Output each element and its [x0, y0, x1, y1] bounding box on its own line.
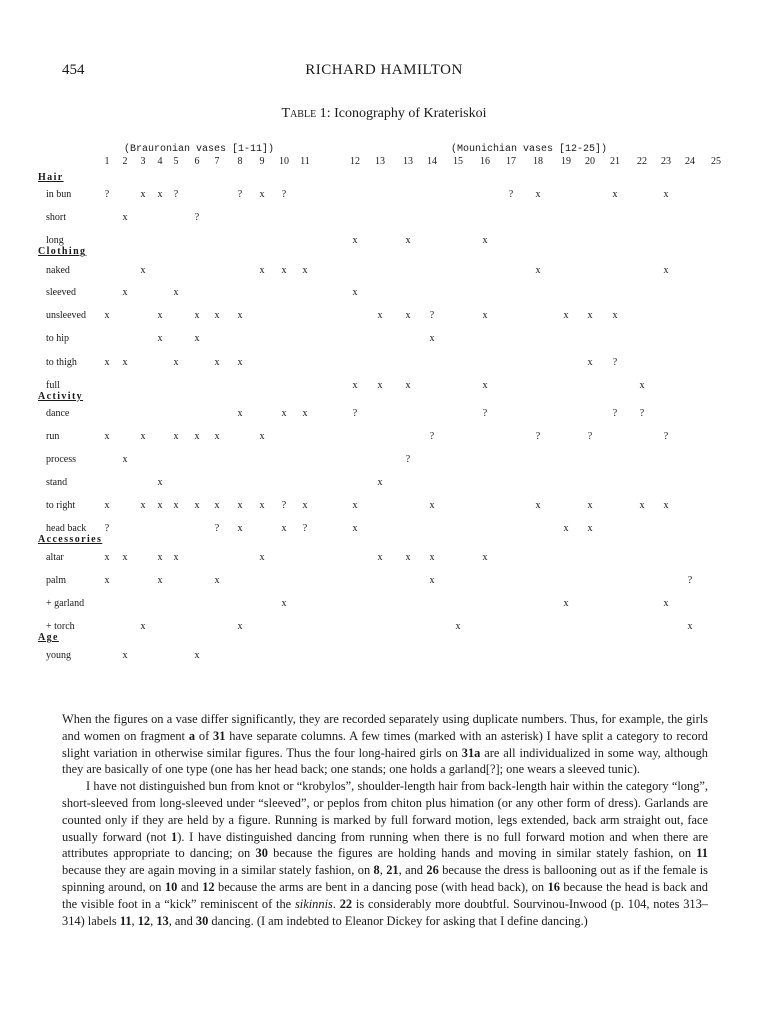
table-mark: ? [405, 454, 411, 465]
table-mark: x [122, 287, 128, 298]
text-run: 26 [426, 863, 439, 878]
table-mark: x [214, 310, 220, 321]
table-mark: x [429, 552, 435, 563]
column-number: 11 [300, 156, 310, 167]
table-mark: x [259, 500, 265, 511]
row-label: palm [46, 575, 66, 586]
table-mark: x [563, 310, 569, 321]
table-mark: x [587, 357, 593, 368]
category-label: Hair [38, 172, 64, 183]
text-run: because the dress is ballooning out as if the female is spinning around, on [62, 863, 709, 894]
table-mark: x [281, 523, 287, 534]
table-mark: x [639, 380, 645, 391]
table-mark: x [173, 357, 179, 368]
table-mark: x [687, 621, 693, 632]
column-number: 9 [259, 156, 265, 167]
text-run: have separate columns. A few times (marked with an asterisk) I have split a category to record slight variation in otherwise similar figures. Thus the four long-haired girls on [62, 728, 708, 760]
table-title-prefix: Table 1 [281, 106, 327, 121]
table-mark: x [194, 310, 200, 321]
column-number: 18 [533, 156, 543, 167]
column-number: 7 [214, 156, 220, 167]
text-run: a [188, 728, 196, 743]
table-mark: x [173, 287, 179, 298]
table-mark: x [237, 621, 243, 632]
category-label: Clothing [38, 246, 87, 257]
table-mark: x [663, 500, 669, 511]
row-label: young [46, 650, 71, 661]
table-mark: ? [429, 310, 435, 321]
column-number: 15 [453, 156, 463, 167]
table-mark: x [352, 235, 358, 246]
notes-paragraph-1 [62, 711, 708, 778]
text-run: 13 [156, 913, 169, 928]
table-mark: x [587, 500, 593, 511]
text-run: are all individualized in some way, although they are basically of one type (one has her head back; one stands; one holds a garland[?]; one wears a sleeved tunic). [62, 745, 708, 777]
text-run: of [195, 728, 214, 743]
table-mark: x [104, 357, 110, 368]
table-mark: x [612, 310, 618, 321]
table-mark: x [663, 598, 669, 609]
text-run: 16 [547, 879, 560, 894]
table-mark: x [377, 552, 383, 563]
table-mark: x [259, 265, 265, 276]
table-mark: x [140, 265, 146, 276]
text-run: . [332, 896, 340, 911]
column-number: 25 [711, 156, 721, 167]
table-mark: ? [281, 189, 287, 200]
table-mark: ? [281, 500, 287, 511]
table-mark: x [104, 431, 110, 442]
table-mark: ? [587, 431, 593, 442]
table-mark: x [405, 380, 411, 391]
table-mark: ? [429, 431, 435, 442]
table-mark: x [352, 287, 358, 298]
text-run: dancing. (I am indebted to Eleanor Dickey for asking that I define dancing.) [208, 913, 588, 928]
table-mark: x [194, 431, 200, 442]
table-mark: x [104, 310, 110, 321]
text-run: because the arms are bent in a dancing pose (with head back), on [214, 879, 548, 894]
column-number: 23 [661, 156, 671, 167]
table-mark: x [535, 500, 541, 511]
table-mark: x [535, 265, 541, 276]
table-mark: ? [663, 431, 669, 442]
table-mark: x [302, 408, 308, 419]
text-run: is considerably more doubtful. Sourvinou-Inwood (p. 104, notes 313–314) labels [62, 896, 708, 928]
column-number: 13 [403, 156, 413, 167]
table-mark: x [214, 357, 220, 368]
table-mark: ? [535, 431, 541, 442]
category-label: Age [38, 632, 59, 643]
table-mark: x [157, 310, 163, 321]
text-run: because they are again moving in a similar stately fashion, on [62, 863, 374, 878]
text-run: , and [168, 913, 196, 928]
table-mark: ? [214, 523, 220, 534]
text-run: 11 [119, 913, 132, 928]
table-mark: x [157, 333, 163, 344]
table-mark: x [237, 523, 243, 534]
text-run: 30 [255, 846, 268, 861]
table-mark: x [173, 552, 179, 563]
table-mark: x [237, 408, 243, 419]
column-number: 14 [427, 156, 437, 167]
column-number: 1 [104, 156, 110, 167]
table-mark: x [429, 333, 435, 344]
column-number: 21 [610, 156, 620, 167]
text-run: 11 [696, 846, 708, 861]
row-label: unsleeved [46, 310, 86, 321]
table-mark: ? [173, 189, 179, 200]
row-label: sleeved [46, 287, 76, 298]
table-title [0, 106, 768, 122]
table-mark: x [104, 500, 110, 511]
column-number: 2 [122, 156, 128, 167]
table-mark: x [237, 357, 243, 368]
column-number: 12 [350, 156, 360, 167]
table-mark: x [302, 265, 308, 276]
group-label: (Mounichian vases [12-25]) [451, 144, 608, 155]
table-mark: x [377, 380, 383, 391]
row-label: dance [46, 408, 70, 419]
table-mark: ? [639, 408, 645, 419]
table-mark: x [194, 500, 200, 511]
text-run: I have not distinguished bun from knot or “krobylos”, shoulder-length hair from back-length hair within the category “long”, short-sleeved from long-sleeved under “sleeved”, or peplos from chiton plus himation (or any other form of dress). Garlands are counted only if they are held by a figure. Running is marked by full forward motion, legs extended, back arm straight out, face usually forward (not [62, 779, 708, 844]
text-run: 8 [373, 863, 380, 878]
text-run: 12 [137, 913, 151, 928]
text-run: 1 [171, 829, 178, 844]
row-label: to hip [46, 333, 70, 344]
category-label: Activity [38, 391, 84, 402]
table-mark: x [612, 189, 618, 200]
table-mark: x [173, 500, 179, 511]
row-label: to thigh [46, 357, 77, 368]
row-label: stand [46, 477, 68, 488]
column-number: 4 [157, 156, 163, 167]
table-mark: x [140, 431, 146, 442]
row-label: naked [46, 265, 70, 276]
table-mark: x [237, 310, 243, 321]
row-label: run [46, 431, 60, 442]
row-label: to right [46, 500, 76, 511]
table-mark: x [405, 235, 411, 246]
table-mark: ? [352, 408, 358, 419]
row-label: head back [46, 523, 87, 534]
table-mark: x [140, 500, 146, 511]
table-mark: x [259, 552, 265, 563]
table-mark: x [194, 650, 200, 661]
table-mark: x [122, 454, 128, 465]
notes-paragraph-2 [62, 778, 708, 929]
text-run: 31a [461, 745, 481, 760]
row-label: process [46, 454, 76, 465]
table-mark: x [157, 575, 163, 586]
text-run: 12 [202, 879, 215, 894]
column-number: 5 [173, 156, 179, 167]
table-mark: x [352, 500, 358, 511]
text-run: , [379, 863, 387, 878]
table-mark: x [663, 265, 669, 276]
column-number: 8 [237, 156, 243, 167]
row-label: in bun [46, 189, 72, 200]
text-run: because the head is back and the visible foot in a “kick” reminiscent of the [62, 879, 709, 911]
text-run: , [150, 913, 157, 928]
column-number: 19 [561, 156, 571, 167]
table-mark: x [563, 523, 569, 534]
table-mark: ? [612, 408, 618, 419]
category-label: Accessories [38, 534, 103, 545]
table-mark: x [535, 189, 541, 200]
table-mark: x [587, 310, 593, 321]
table-mark: x [237, 500, 243, 511]
text-run: , [131, 913, 138, 928]
row-label: altar [46, 552, 64, 563]
row-label: + torch [46, 621, 75, 632]
text-run: and [177, 879, 203, 894]
table-mark: x [157, 552, 163, 563]
text-run: because the figures are holding hands and moving in similar stately fashion, on [267, 846, 697, 861]
table-mark: x [302, 500, 308, 511]
table-mark: x [104, 575, 110, 586]
table-mark: x [259, 431, 265, 442]
table-mark: x [122, 212, 128, 223]
column-number: 17 [506, 156, 516, 167]
column-number: 10 [279, 156, 289, 167]
table-mark: x [482, 235, 488, 246]
table-mark: ? [687, 575, 693, 586]
column-number: 3 [140, 156, 146, 167]
table-mark: x [122, 552, 128, 563]
table-mark: ? [104, 523, 110, 534]
table-mark: x [259, 189, 265, 200]
row-label: + garland [46, 598, 85, 609]
text-run: 21 [386, 863, 399, 878]
text-run: 10 [164, 879, 178, 894]
column-number: 24 [685, 156, 695, 167]
table-mark: x [482, 310, 488, 321]
text-run: 31 [213, 728, 226, 743]
notes-text [62, 711, 708, 929]
table-mark: ? [482, 408, 488, 419]
table-mark: x [377, 477, 383, 488]
column-number: 22 [637, 156, 647, 167]
table-mark: x [587, 523, 593, 534]
table-mark: ? [508, 189, 514, 200]
page-header [0, 62, 768, 82]
table-mark: x [405, 310, 411, 321]
table-mark: x [214, 500, 220, 511]
table-mark: x [429, 575, 435, 586]
table-mark: x [482, 380, 488, 391]
text-run: 30 [195, 913, 209, 928]
column-number: 16 [480, 156, 490, 167]
text-run: , and [398, 863, 427, 878]
table-mark: x [194, 333, 200, 344]
table-mark: x [352, 380, 358, 391]
table-mark: x [157, 500, 163, 511]
table-mark: x [214, 575, 220, 586]
table-mark: x [281, 408, 287, 419]
table-mark: x [281, 598, 287, 609]
table-mark: x [663, 189, 669, 200]
table-mark: x [639, 500, 645, 511]
table-mark: x [157, 189, 163, 200]
table-mark: ? [612, 357, 618, 368]
row-label: long [46, 235, 64, 246]
running-head: RICHARD HAMILTON [305, 62, 463, 78]
text-run: ). I have distinguished dancing from running when there is no full forward motion and when there are attributes appropriate to dancing; on [62, 829, 708, 861]
table-mark: ? [194, 212, 200, 223]
table-mark: x [455, 621, 461, 632]
column-number: 6 [194, 156, 200, 167]
text-run: 22 [339, 896, 353, 911]
row-label: short [46, 212, 66, 223]
table-mark: x [122, 650, 128, 661]
text-run: When the figures on a vase differ significantly, they are recorded separately using duplicate numbers. Thus, for example, the girls and women on fragment [62, 712, 708, 743]
table-mark: ? [104, 189, 110, 200]
table-mark: ? [302, 523, 308, 534]
table-mark: x [122, 357, 128, 368]
table-mark: x [352, 523, 358, 534]
page-number: 454 [62, 62, 85, 78]
table-mark: x [104, 552, 110, 563]
group-label: (Brauronian vases [1-11]) [124, 144, 275, 155]
table-mark: x [140, 189, 146, 200]
table-mark: x [377, 310, 383, 321]
table-mark: x [173, 431, 179, 442]
text-run: sikinnis [294, 896, 333, 911]
column-number: 13 [375, 156, 385, 167]
table-mark: x [281, 265, 287, 276]
column-number: 20 [585, 156, 595, 167]
table-mark: x [214, 431, 220, 442]
table-mark: x [563, 598, 569, 609]
table-mark: x [482, 552, 488, 563]
table-mark: ? [237, 189, 243, 200]
row-label: full [46, 380, 60, 391]
table-mark: x [157, 477, 163, 488]
table-mark: x [140, 621, 146, 632]
table-title-rest: : Iconography of Krateriskoi [326, 106, 487, 121]
table-mark: x [405, 552, 411, 563]
table-mark: x [429, 500, 435, 511]
